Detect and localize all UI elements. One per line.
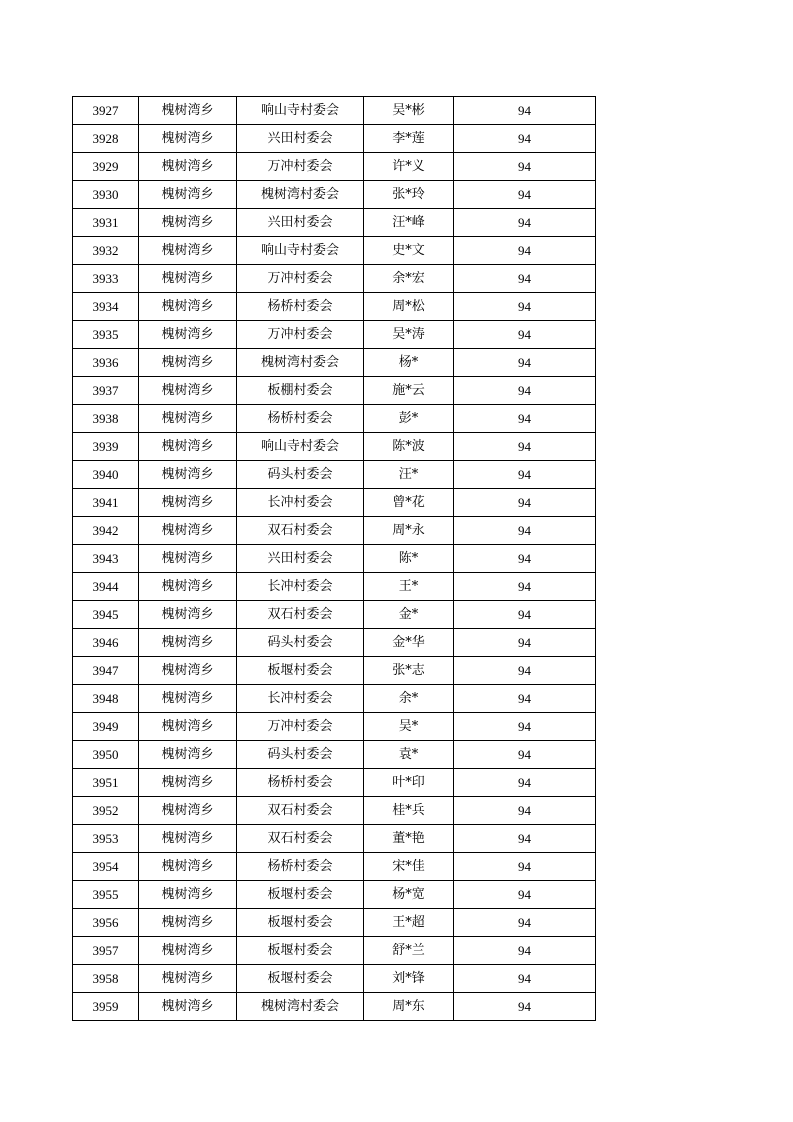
cell-name: 汪* xyxy=(364,461,454,489)
cell-township: 槐树湾乡 xyxy=(139,405,237,433)
cell-township: 槐树湾乡 xyxy=(139,881,237,909)
cell-name: 施*云 xyxy=(364,377,454,405)
cell-name: 张*玲 xyxy=(364,181,454,209)
cell-village: 杨桥村委会 xyxy=(237,293,364,321)
cell-village: 响山寺村委会 xyxy=(237,97,364,125)
cell-name: 吴* xyxy=(364,713,454,741)
table-row xyxy=(73,405,596,433)
cell-village: 长冲村委会 xyxy=(237,489,364,517)
cell-township: 槐树湾乡 xyxy=(139,321,237,349)
cell-township: 槐树湾乡 xyxy=(139,629,237,657)
cell-id: 3930 xyxy=(73,181,139,209)
table-row xyxy=(73,265,596,293)
cell-id: 3956 xyxy=(73,909,139,937)
cell-name: 吴*彬 xyxy=(364,97,454,125)
cell-village: 长冲村委会 xyxy=(237,685,364,713)
cell-name: 周*永 xyxy=(364,517,454,545)
cell-township: 槐树湾乡 xyxy=(139,965,237,993)
cell-village: 兴田村委会 xyxy=(237,545,364,573)
cell-name: 许*义 xyxy=(364,153,454,181)
cell-id: 3937 xyxy=(73,377,139,405)
table-row xyxy=(73,237,596,265)
table-row xyxy=(73,993,596,1021)
cell-score: 94 xyxy=(454,601,596,629)
cell-township: 槐树湾乡 xyxy=(139,601,237,629)
cell-township: 槐树湾乡 xyxy=(139,545,237,573)
cell-village: 杨桥村委会 xyxy=(237,853,364,881)
cell-township: 槐树湾乡 xyxy=(139,125,237,153)
cell-name: 汪*峰 xyxy=(364,209,454,237)
cell-id: 3948 xyxy=(73,685,139,713)
table-row xyxy=(73,125,596,153)
cell-score: 94 xyxy=(454,713,596,741)
cell-id: 3940 xyxy=(73,461,139,489)
table-row xyxy=(73,461,596,489)
table-row xyxy=(73,657,596,685)
cell-id: 3936 xyxy=(73,349,139,377)
cell-name: 陈*波 xyxy=(364,433,454,461)
cell-id: 3950 xyxy=(73,741,139,769)
cell-score: 94 xyxy=(454,153,596,181)
cell-id: 3932 xyxy=(73,237,139,265)
cell-name: 王*超 xyxy=(364,909,454,937)
table-row xyxy=(73,489,596,517)
cell-score: 94 xyxy=(454,97,596,125)
cell-name: 金* xyxy=(364,601,454,629)
cell-name: 叶*印 xyxy=(364,769,454,797)
cell-village: 万冲村委会 xyxy=(237,265,364,293)
cell-village: 万冲村委会 xyxy=(237,321,364,349)
cell-id: 3942 xyxy=(73,517,139,545)
cell-id: 3934 xyxy=(73,293,139,321)
cell-score: 94 xyxy=(454,181,596,209)
cell-township: 槐树湾乡 xyxy=(139,853,237,881)
cell-score: 94 xyxy=(454,209,596,237)
cell-id: 3959 xyxy=(73,993,139,1021)
cell-village: 响山寺村委会 xyxy=(237,237,364,265)
table-row xyxy=(73,825,596,853)
cell-township: 槐树湾乡 xyxy=(139,769,237,797)
cell-village: 兴田村委会 xyxy=(237,125,364,153)
cell-score: 94 xyxy=(454,769,596,797)
cell-id: 3954 xyxy=(73,853,139,881)
table-row xyxy=(73,965,596,993)
cell-name: 桂*兵 xyxy=(364,797,454,825)
cell-name: 曾*花 xyxy=(364,489,454,517)
cell-score: 94 xyxy=(454,853,596,881)
cell-township: 槐树湾乡 xyxy=(139,517,237,545)
cell-score: 94 xyxy=(454,125,596,153)
table-row xyxy=(73,573,596,601)
table-row xyxy=(73,853,596,881)
table-row xyxy=(73,629,596,657)
cell-village: 槐树湾村委会 xyxy=(237,349,364,377)
cell-score: 94 xyxy=(454,797,596,825)
cell-score: 94 xyxy=(454,321,596,349)
cell-score: 94 xyxy=(454,377,596,405)
cell-village: 双石村委会 xyxy=(237,797,364,825)
cell-name: 杨*宽 xyxy=(364,881,454,909)
cell-name: 李*莲 xyxy=(364,125,454,153)
cell-score: 94 xyxy=(454,825,596,853)
table-row xyxy=(73,937,596,965)
cell-id: 3949 xyxy=(73,713,139,741)
cell-township: 槐树湾乡 xyxy=(139,97,237,125)
cell-village: 杨桥村委会 xyxy=(237,405,364,433)
cell-village: 双石村委会 xyxy=(237,517,364,545)
cell-village: 板堰村委会 xyxy=(237,937,364,965)
cell-score: 94 xyxy=(454,293,596,321)
cell-score: 94 xyxy=(454,909,596,937)
cell-township: 槐树湾乡 xyxy=(139,825,237,853)
cell-township: 槐树湾乡 xyxy=(139,909,237,937)
cell-village: 兴田村委会 xyxy=(237,209,364,237)
cell-village: 板堰村委会 xyxy=(237,965,364,993)
cell-village: 万冲村委会 xyxy=(237,153,364,181)
cell-township: 槐树湾乡 xyxy=(139,461,237,489)
cell-name: 刘*锋 xyxy=(364,965,454,993)
cell-name: 周*松 xyxy=(364,293,454,321)
cell-name: 舒*兰 xyxy=(364,937,454,965)
cell-name: 史*文 xyxy=(364,237,454,265)
cell-village: 双石村委会 xyxy=(237,825,364,853)
table-row xyxy=(73,881,596,909)
table-row xyxy=(73,769,596,797)
table-row xyxy=(73,713,596,741)
cell-id: 3952 xyxy=(73,797,139,825)
cell-township: 槐树湾乡 xyxy=(139,265,237,293)
cell-name: 余*宏 xyxy=(364,265,454,293)
cell-id: 3955 xyxy=(73,881,139,909)
cell-name: 吴*涛 xyxy=(364,321,454,349)
cell-village: 板堰村委会 xyxy=(237,881,364,909)
cell-name: 彭* xyxy=(364,405,454,433)
cell-id: 3945 xyxy=(73,601,139,629)
cell-name: 宋*佳 xyxy=(364,853,454,881)
data-table xyxy=(72,96,596,1021)
cell-score: 94 xyxy=(454,461,596,489)
cell-township: 槐树湾乡 xyxy=(139,713,237,741)
cell-village: 码头村委会 xyxy=(237,741,364,769)
cell-score: 94 xyxy=(454,433,596,461)
cell-village: 长冲村委会 xyxy=(237,573,364,601)
cell-id: 3935 xyxy=(73,321,139,349)
cell-name: 袁* xyxy=(364,741,454,769)
cell-score: 94 xyxy=(454,517,596,545)
table-row xyxy=(73,97,596,125)
table-row xyxy=(73,685,596,713)
cell-score: 94 xyxy=(454,489,596,517)
cell-id: 3947 xyxy=(73,657,139,685)
cell-township: 槐树湾乡 xyxy=(139,349,237,377)
cell-score: 94 xyxy=(454,237,596,265)
table-row xyxy=(73,517,596,545)
table-row xyxy=(73,209,596,237)
cell-score: 94 xyxy=(454,405,596,433)
table-row xyxy=(73,349,596,377)
cell-name: 王* xyxy=(364,573,454,601)
cell-name: 杨* xyxy=(364,349,454,377)
cell-id: 3944 xyxy=(73,573,139,601)
cell-name: 周*东 xyxy=(364,993,454,1021)
cell-village: 万冲村委会 xyxy=(237,713,364,741)
cell-score: 94 xyxy=(454,965,596,993)
cell-id: 3927 xyxy=(73,97,139,125)
cell-village: 槐树湾村委会 xyxy=(237,993,364,1021)
cell-township: 槐树湾乡 xyxy=(139,797,237,825)
table-body xyxy=(73,97,596,1021)
table-row xyxy=(73,433,596,461)
cell-village: 槐树湾村委会 xyxy=(237,181,364,209)
table-row xyxy=(73,545,596,573)
cell-village: 杨桥村委会 xyxy=(237,769,364,797)
cell-township: 槐树湾乡 xyxy=(139,433,237,461)
cell-id: 3943 xyxy=(73,545,139,573)
cell-village: 板堰村委会 xyxy=(237,909,364,937)
cell-township: 槐树湾乡 xyxy=(139,741,237,769)
cell-name: 董*艳 xyxy=(364,825,454,853)
cell-village: 码头村委会 xyxy=(237,461,364,489)
table-row xyxy=(73,293,596,321)
cell-id: 3933 xyxy=(73,265,139,293)
cell-township: 槐树湾乡 xyxy=(139,377,237,405)
cell-township: 槐树湾乡 xyxy=(139,153,237,181)
cell-village: 码头村委会 xyxy=(237,629,364,657)
cell-township: 槐树湾乡 xyxy=(139,993,237,1021)
cell-id: 3941 xyxy=(73,489,139,517)
cell-score: 94 xyxy=(454,685,596,713)
cell-id: 3957 xyxy=(73,937,139,965)
cell-name: 张*志 xyxy=(364,657,454,685)
cell-township: 槐树湾乡 xyxy=(139,209,237,237)
cell-id: 3931 xyxy=(73,209,139,237)
cell-township: 槐树湾乡 xyxy=(139,181,237,209)
cell-score: 94 xyxy=(454,545,596,573)
cell-id: 3958 xyxy=(73,965,139,993)
cell-township: 槐树湾乡 xyxy=(139,685,237,713)
cell-score: 94 xyxy=(454,993,596,1021)
cell-score: 94 xyxy=(454,629,596,657)
cell-township: 槐树湾乡 xyxy=(139,293,237,321)
cell-id: 3953 xyxy=(73,825,139,853)
table-row xyxy=(73,601,596,629)
table-row xyxy=(73,153,596,181)
cell-id: 3951 xyxy=(73,769,139,797)
cell-name: 余* xyxy=(364,685,454,713)
cell-township: 槐树湾乡 xyxy=(139,657,237,685)
cell-score: 94 xyxy=(454,937,596,965)
cell-township: 槐树湾乡 xyxy=(139,573,237,601)
cell-score: 94 xyxy=(454,881,596,909)
cell-name: 陈* xyxy=(364,545,454,573)
cell-village: 板堰村委会 xyxy=(237,657,364,685)
cell-name: 金*华 xyxy=(364,629,454,657)
cell-id: 3929 xyxy=(73,153,139,181)
cell-score: 94 xyxy=(454,265,596,293)
cell-id: 3928 xyxy=(73,125,139,153)
cell-township: 槐树湾乡 xyxy=(139,237,237,265)
cell-township: 槐树湾乡 xyxy=(139,489,237,517)
cell-village: 板棚村委会 xyxy=(237,377,364,405)
cell-score: 94 xyxy=(454,349,596,377)
cell-village: 响山寺村委会 xyxy=(237,433,364,461)
cell-village: 双石村委会 xyxy=(237,601,364,629)
table-row xyxy=(73,741,596,769)
cell-score: 94 xyxy=(454,741,596,769)
cell-score: 94 xyxy=(454,657,596,685)
table-row xyxy=(73,181,596,209)
cell-score: 94 xyxy=(454,573,596,601)
table-row xyxy=(73,909,596,937)
cell-id: 3938 xyxy=(73,405,139,433)
table-row xyxy=(73,797,596,825)
cell-township: 槐树湾乡 xyxy=(139,937,237,965)
cell-id: 3946 xyxy=(73,629,139,657)
cell-id: 3939 xyxy=(73,433,139,461)
table-row xyxy=(73,377,596,405)
table-row xyxy=(73,321,596,349)
